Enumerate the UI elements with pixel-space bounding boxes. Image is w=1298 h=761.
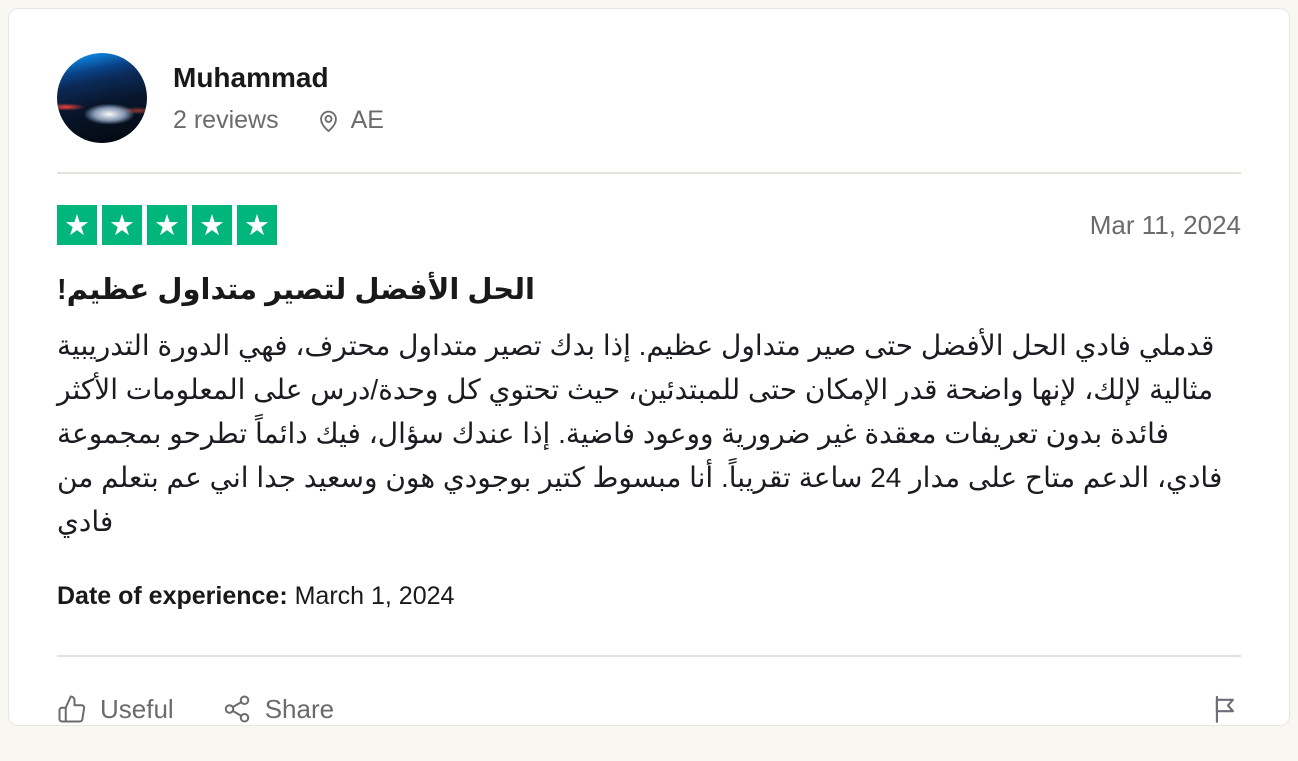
review-title[interactable]: الحل الأفضل لتصير متداول عظيم!: [57, 274, 535, 306]
share-button[interactable]: [222, 694, 334, 725]
reviewer-info: [173, 62, 384, 135]
reviewer-review-count[interactable]: 2 reviews: [173, 105, 279, 134]
review-card: [8, 8, 1290, 726]
reviewer-name[interactable]: Muhammad: [173, 61, 329, 93]
experience-date-line: [57, 582, 1241, 611]
useful-label: Useful: [100, 693, 174, 724]
reviewer-location: [315, 106, 384, 135]
star-icon: ★: [57, 205, 97, 245]
reviewer-header: [57, 51, 1241, 145]
share-label: Share: [264, 693, 335, 724]
share-icon: [222, 694, 252, 724]
reviewer-avatar[interactable]: [57, 53, 147, 143]
review-footer: [57, 657, 1241, 761]
thumbs-up-icon: [57, 694, 87, 724]
star-icon: ★: [147, 205, 187, 245]
useful-button[interactable]: [57, 694, 174, 725]
star-icon: ★: [192, 205, 232, 245]
review-date: Mar 11, 2024: [1089, 209, 1241, 240]
reviewer-meta: [173, 106, 384, 135]
star-icon: ★: [102, 205, 142, 245]
flag-icon: [1207, 692, 1241, 726]
location-pin-icon: [315, 107, 342, 134]
rating-row: [57, 205, 1241, 245]
experience-date-value: March 1, 2024: [294, 582, 455, 610]
report-flag-button[interactable]: [1207, 692, 1241, 726]
star-rating: [57, 205, 277, 245]
experience-date-label: Date of experience:: [57, 582, 288, 610]
review-body: قدملي فادي الحل الأفضل حتى صير متداول عظيم. إذا بدك تصير متداول محترف، فهي الدورة التدريبية مثالية لإلك، لإنها واضحة قدر الإمكان حتى للمبتدئين، حيث تحتوي كل وحدة/درس على المعلومات الأكثر فائدة بدون تعريفات معقدة غير ضرورية ووعود فاضية. إذا عندك سؤال، فيك دائماً تطرحو بمجموعة فادي، الدعم متاح على مدار 24 ساعة تقريباً. أنا مبسوط كتير بوجودي هون وسعيد جدا اني عم بتعلم من فادي: [57, 330, 1223, 537]
star-icon: ★: [237, 205, 277, 245]
reviewer-location-code: AE: [350, 105, 384, 134]
header-divider: [57, 172, 1241, 174]
